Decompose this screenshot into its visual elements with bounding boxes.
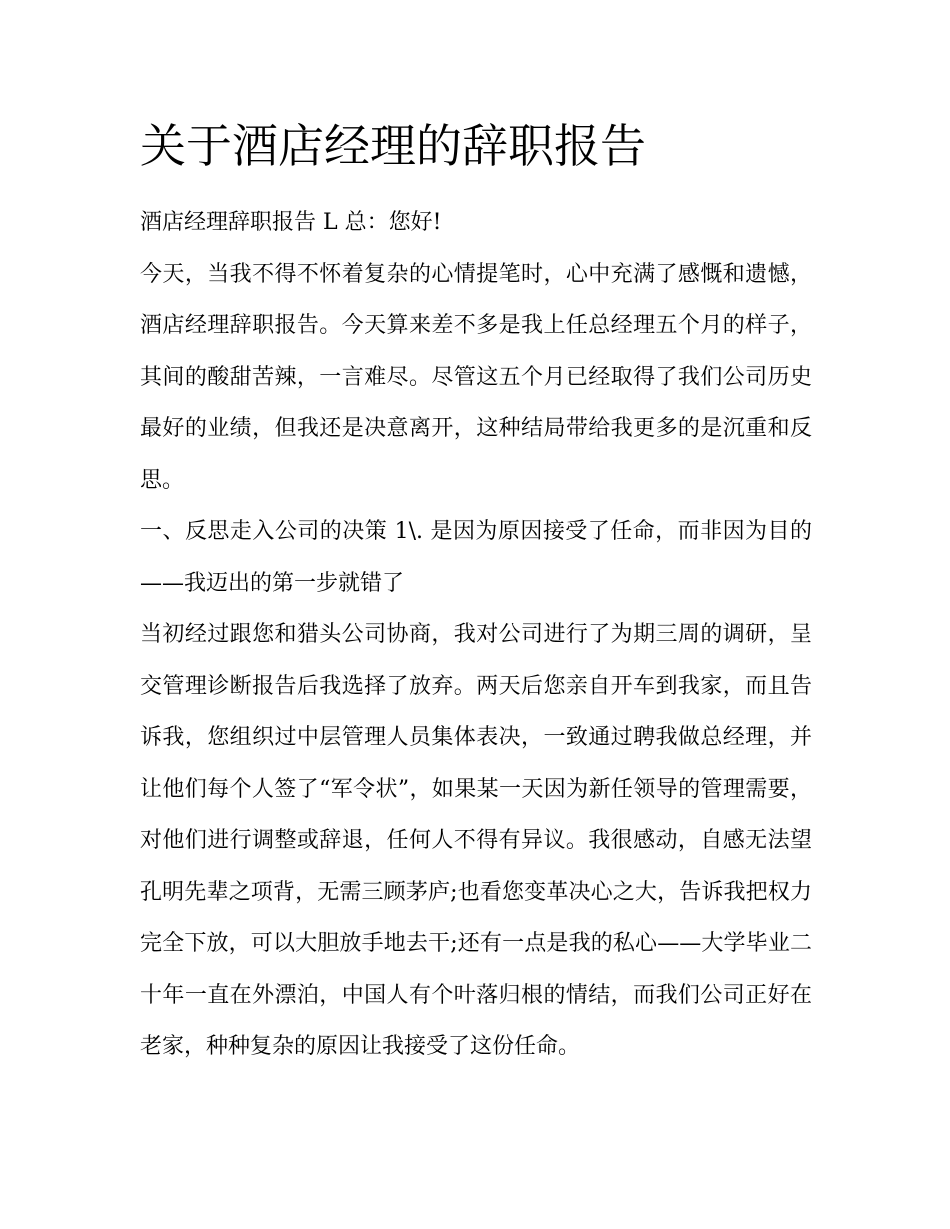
paragraph-section-heading: 一、反思走入公司的决策 1\. 是因为原因接受了任命，而非因为目的——我迈出的第一步就错了 xyxy=(140,519,812,596)
document-body xyxy=(140,197,812,1073)
paragraph-salutation: 酒店经理辞职报告 L 总：您好! xyxy=(140,210,442,235)
document-title: 关于酒店经理的辞职报告 xyxy=(140,119,646,173)
paragraph-background: 当初经过跟您和猎头公司协商，我对公司进行了为期三周的调研，呈交管理诊断报告后我选择了放弃。两天后您亲自开车到我家，而且告诉我，您组织过中层管理人员集体表决，一致通过聘我做总经理，并让他们每个人签了“军令状”，如果某一天因为新任领导的管理需要，对他们进行调整或辞退，任何人不得有异议。我很感动，自感无法望孔明先辈之项背，无需三顾茅庐;也看您变革决心之大，告诉我把权力完全下放，可以大胆放手地去干;还有一点是我的私心——大学毕业二十年一直在外漂泊，中国人有个叶落归根的情结，而我们公司正好在老家，种种复杂的原因让我接受了这份任命。 xyxy=(140,622,812,1059)
paragraph-opening: 今天，当我不得不怀着复杂的心情提笔时，心中充满了感慨和遗憾，酒店经理辞职报告。今天算来差不多是我上任总经理五个月的样子，其间的酸甜苦辣，一言难尽。尽管这五个月已经取得了我们公司历史最好的业绩，但我还是决意离开，这种结局带给我更多的是沉重和反思。 xyxy=(140,261,812,493)
